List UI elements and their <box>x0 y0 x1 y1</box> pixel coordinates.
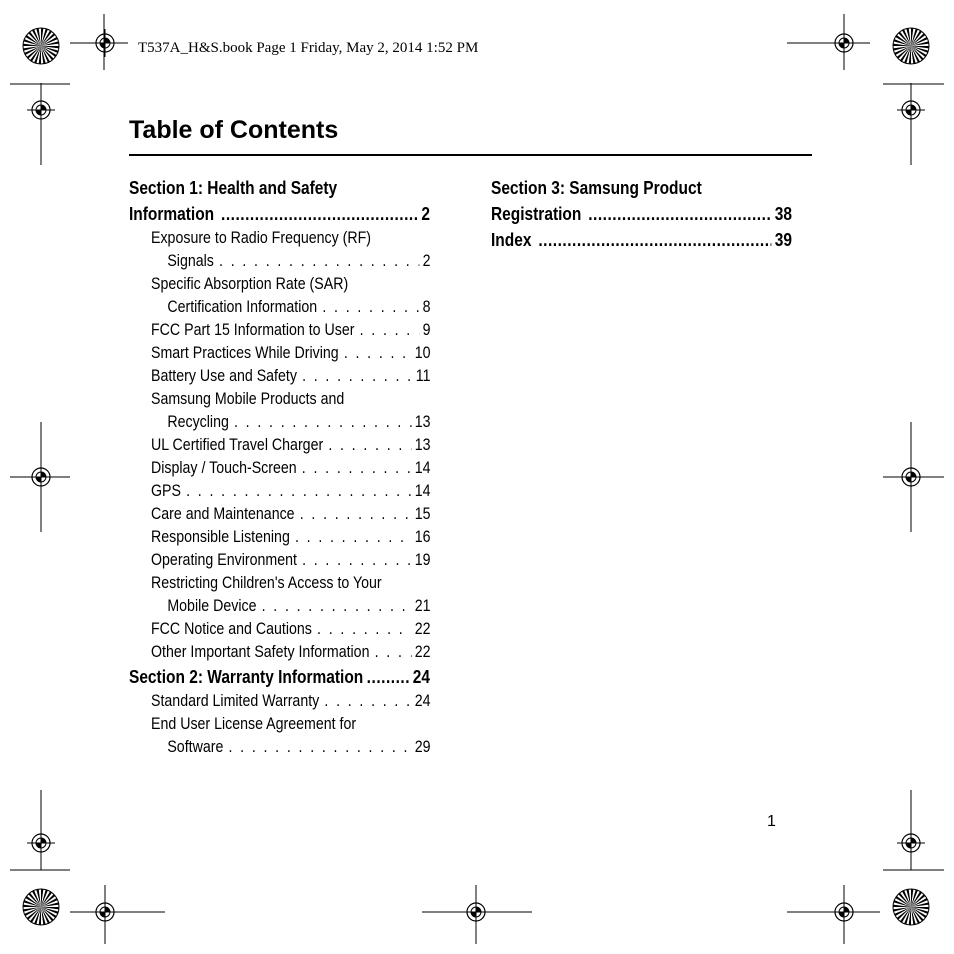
toc-entry[interactable] <box>151 434 431 457</box>
toc-entry-title: Display / Touch-Screen <box>151 459 297 477</box>
toc-page-number: 2 <box>421 204 430 224</box>
toc-entry[interactable] <box>151 480 431 503</box>
toc-page-number: 15 <box>414 505 431 523</box>
toc-entry[interactable] <box>151 273 431 319</box>
toc-entry-title: Battery Use and Safety <box>151 367 297 385</box>
toc-entry-title: Exposure to Radio Frequency (RF) <box>151 229 372 247</box>
toc-entry-title: Samsung Mobile Products and <box>151 390 345 408</box>
toc-page-number: 21 <box>414 597 431 615</box>
toc-entry[interactable] <box>151 365 431 388</box>
toc-entry[interactable] <box>151 549 431 572</box>
toc-section-1-items <box>129 227 430 664</box>
toc-entry[interactable] <box>151 713 431 759</box>
toc-left-column <box>129 175 430 759</box>
toc-page-number: 24 <box>412 667 430 687</box>
toc-page-number: 11 <box>415 367 431 385</box>
toc-entry[interactable] <box>151 503 431 526</box>
toc-entry-title: End User License Agreement for <box>151 715 357 733</box>
toc-page-number: 16 <box>414 528 431 546</box>
toc-entry[interactable] <box>151 457 431 480</box>
toc-section-3[interactable] <box>491 175 792 227</box>
toc-page-number: 13 <box>414 436 431 454</box>
toc-entry[interactable] <box>151 641 431 664</box>
toc-page-number: 38 <box>774 204 792 224</box>
title-rule <box>129 154 812 156</box>
toc-page-number: 22 <box>414 620 431 638</box>
toc-page-number: 10 <box>414 344 431 362</box>
toc-entry[interactable] <box>151 690 431 713</box>
toc-index-title: Index <box>491 230 532 250</box>
toc-section-1-title: Section 1: Health and Safety <box>129 178 338 198</box>
toc-entry-title: Other Important Safety Information <box>151 643 370 661</box>
toc-entry-title: Smart Practices While Driving <box>151 344 339 362</box>
toc-section-2-items <box>129 690 430 759</box>
toc-entry-title: Responsible Listening <box>151 528 290 546</box>
toc-section-3-title-cont: Registration <box>491 204 582 224</box>
toc-entry-title: Care and Maintenance <box>151 505 295 523</box>
toc-entry-title: Restricting Children's Access to Your <box>151 574 382 592</box>
toc-right-column <box>491 175 792 253</box>
toc-entry[interactable] <box>151 572 431 618</box>
toc-section-2-title: Section 2: Warranty Information <box>129 667 364 687</box>
toc-page-number: 2 <box>422 252 431 270</box>
toc-entry[interactable] <box>151 319 431 342</box>
toc-page-number: 8 <box>422 298 431 316</box>
toc-page-number: 24 <box>414 692 431 710</box>
toc-entry[interactable] <box>151 342 431 365</box>
page-title: Table of Contents <box>129 116 339 144</box>
toc-section-3-title: Section 3: Samsung Product <box>491 178 702 198</box>
toc-entry-title-cont: Software <box>167 738 224 756</box>
toc-page-number: 14 <box>414 482 431 500</box>
toc-entry-title: Operating Environment <box>151 551 297 569</box>
toc-entry-title: FCC Part 15 Information to User <box>151 321 355 339</box>
toc-index[interactable] <box>491 227 792 253</box>
toc-page-number: 14 <box>414 459 431 477</box>
toc-entry-title: FCC Notice and Cautions <box>151 620 312 638</box>
toc-entry[interactable] <box>151 388 431 434</box>
toc-section-1-title-cont: Information <box>129 204 215 224</box>
toc-entry-title: GPS <box>151 482 181 500</box>
toc-entry-title: Standard Limited Warranty <box>151 692 320 710</box>
toc-entry-title-cont: Recycling <box>167 413 229 431</box>
toc-entry-title-cont: Certification Information <box>167 298 318 316</box>
toc-entry-title-cont: Signals <box>167 252 214 270</box>
toc-entry-title-cont: Mobile Device <box>167 597 257 615</box>
toc-entry-title: Specific Absorption Rate (SAR) <box>151 275 349 293</box>
toc-entry-title: UL Certified Travel Charger <box>151 436 324 454</box>
toc-entry[interactable] <box>151 227 431 273</box>
toc-page-number: 19 <box>414 551 431 569</box>
page-number: 1 <box>767 813 776 830</box>
book-slug-line: T537A_H&S.book Page 1 Friday, May 2, 2014 1:52 PM <box>138 40 479 56</box>
toc-page-number: 22 <box>414 643 431 661</box>
toc-section-2[interactable] <box>129 664 430 690</box>
toc-page-number: 29 <box>414 738 431 756</box>
toc-section-1[interactable] <box>129 175 430 227</box>
toc-entry[interactable] <box>151 526 431 549</box>
toc-entry[interactable] <box>151 618 431 641</box>
toc-page-number: 13 <box>414 413 431 431</box>
toc-page-number: 39 <box>774 230 792 250</box>
toc-page-number: 9 <box>422 321 431 339</box>
